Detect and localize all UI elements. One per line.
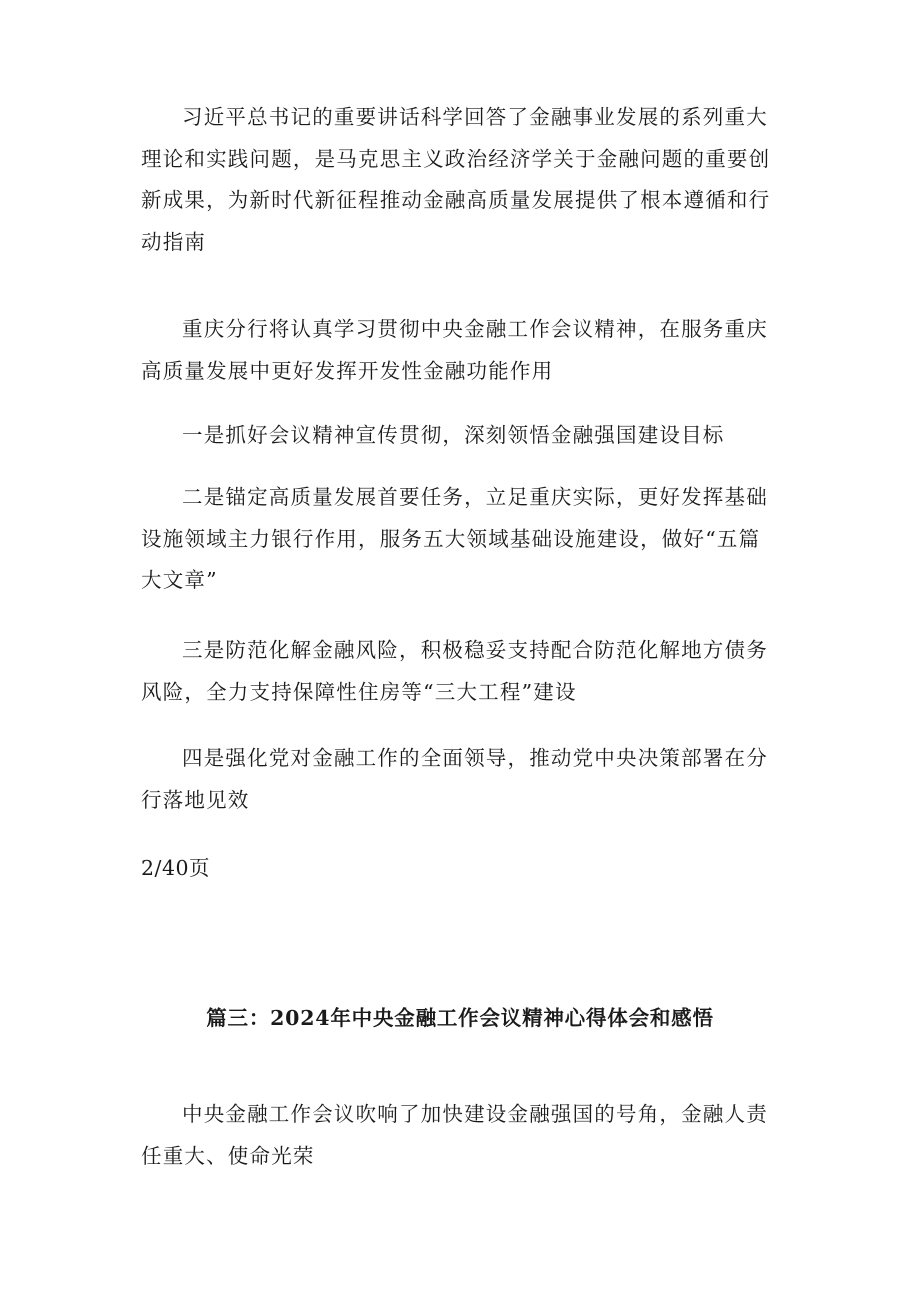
body-paragraph: 三是防范化解金融风险，积极稳妥支持配合防范化解地方债务风险，全力支持保障性住房等“三大工程”建设 xyxy=(141,638,768,704)
body-paragraph: 二是锚定高质量发展首要任务，立足重庆实际，更好发挥基础设施领域主力银行作用，服务五大领域基础设施建设，做好“五篇大文章” xyxy=(141,485,768,592)
body-paragraph: 重庆分行将认真学习贯彻中央金融工作会议精神，在服务重庆高质量发展中更好发挥开发性金融功能作用 xyxy=(141,317,768,383)
body-paragraph: 四是强化党对金融工作的全面领导，推动党中央决策部署在分行落地见效 xyxy=(141,746,768,812)
body-paragraph: 一是抓好会议精神宣传贯彻，深刻领悟金融强国建设目标 xyxy=(182,423,725,447)
section-paragraph: 中央金融工作会议吹响了加快建设金融强国的号角，金融人责任重大、使命光荣 xyxy=(141,1102,768,1168)
page-number: 2/40页 xyxy=(141,856,211,880)
body-paragraph: 习近平总书记的重要讲话科学回答了金融事业发展的系列重大理论和实践问题，是马克思主义政治经济学关于金融问题的重要创新成果，为新时代新征程推动金融高质量发展提供了根本遵循和行动指南 xyxy=(141,105,771,254)
section-title: 篇三：2024年中央金融工作会议精神心得体会和感悟 xyxy=(206,1006,714,1030)
